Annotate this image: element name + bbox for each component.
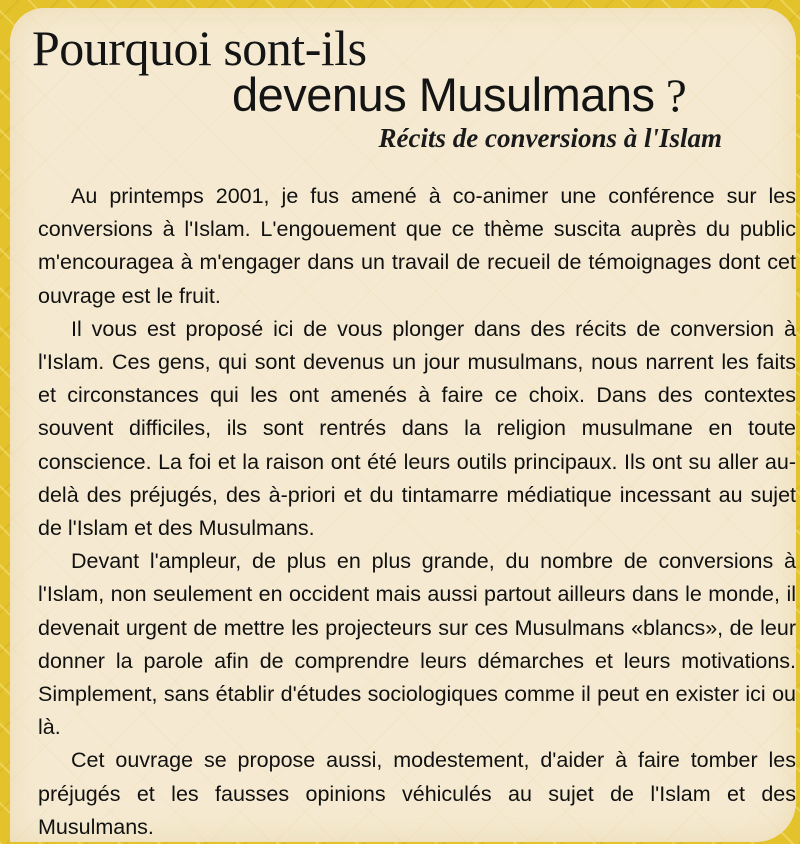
page-title-line-2 xyxy=(232,68,686,123)
page-title-question-mark: ? xyxy=(654,70,687,122)
page-subtitle: Récits de conversions à l'Islam xyxy=(378,123,722,153)
text-panel xyxy=(10,8,796,842)
paragraph-4: Cet ouvrage se propose aussi, modestement, d'aider à faire tomber les préjugés et les fausses opinions véhiculés au sujet de l'Islam et des Musulmans. xyxy=(38,748,796,839)
paragraph-1: Au printemps 2001, je fus amené à co-animer une conférence sur les conversions à l'Islam. L'engouement que ce thème suscita auprès du public m'encouragea à m'engager dans un travail de recueil de témoignages dont cet ouvrage est le fruit. xyxy=(38,184,796,308)
paragraph-2: Il vous est proposé ici de vous plonger dans des récits de conversion à l'Islam. Ces gens, qui sont devenus un jour musulmans, nous narrent les faits et circonstances qui les ont amenés à faire ce choix. Dans des contextes souvent difficiles, ils sont rentrés dans la religion musulmane en toute conscience. La foi et la raison ont été leurs outils principaux. Ils ont su aller au-delà des préjugés, des à-priori et du tintamarre médiatique incessant au sujet de l'Islam et des Musulmans. xyxy=(38,316,796,541)
page-title-line-1: Pourquoi sont-ils xyxy=(32,20,367,76)
page-title-line-2-text: devenus Musulmans xyxy=(232,68,655,121)
paragraph-3: Devant l'ampleur, de plus en plus grande, du nombre de conversions à l'Islam, non seulement en occident mais aussi partout ailleurs dans le monde, il devenait urgent de mettre les projecteurs sur ces Musulmans «blancs», de leur donner la parole afin de comprendre leurs démarches et leurs motivations. Simplement, sans établir d'études sociologiques comme il peut en exister ici ou là. xyxy=(38,549,796,740)
body-text xyxy=(38,180,796,844)
